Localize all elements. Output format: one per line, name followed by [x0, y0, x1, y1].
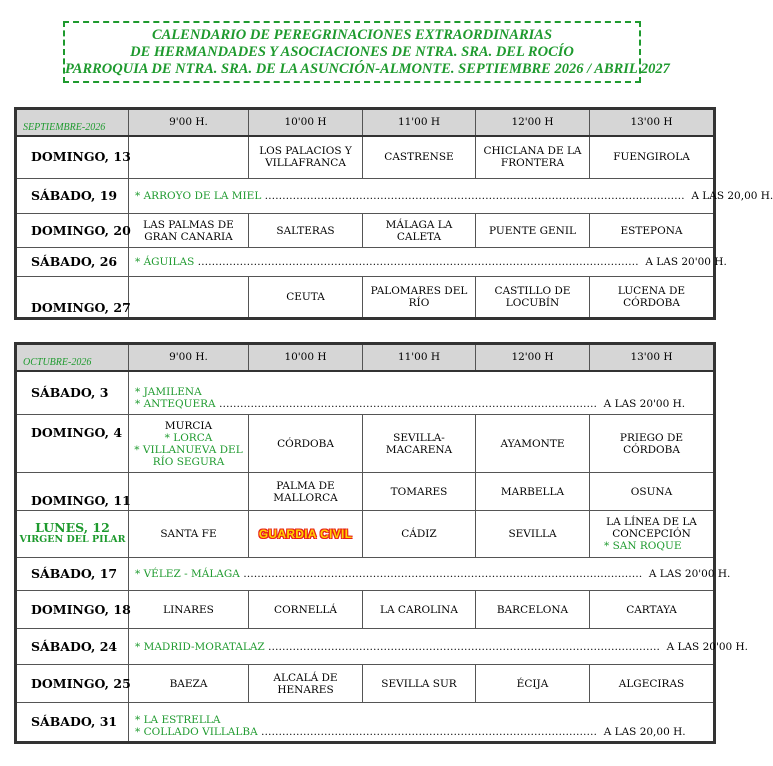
day-label — [16, 511, 129, 558]
day-label: SÁBADO, 26 — [16, 248, 129, 277]
cell-line: * SAN ROQUE — [604, 540, 682, 552]
evening-name: * JAMILENA — [135, 386, 202, 398]
september-table — [14, 107, 773, 320]
evening-cell: * ÁGUILAS ……………………………………………………………………………………………………………… A LAS 20'00 H. — [129, 248, 715, 277]
evening-cell: * ARROYO DE LA MIEL ………………………………………………………………………………………………………… A LAS 20,00 H. — [129, 179, 715, 214]
cell — [129, 473, 249, 511]
evening-name: * LA ESTRELLA — [135, 714, 221, 726]
cell: CASTRENSE — [363, 136, 476, 179]
cell: PALMA DE MALLORCA — [249, 473, 363, 511]
cell: LINARES — [129, 591, 249, 629]
cell: MÁLAGA LA CALETA — [363, 214, 476, 248]
cell: CHICLANA DE LA FRONTERA — [476, 136, 590, 179]
evening-name: * ARROYO DE LA MIEL — [135, 190, 262, 202]
cell: ALGECIRAS — [590, 665, 715, 703]
evening-time: A LAS 20'00 H. — [666, 640, 749, 653]
cell: OSUNA — [590, 473, 715, 511]
day-label: DOMINGO, 11 — [16, 473, 129, 511]
cell: BAEZA — [129, 665, 249, 703]
cell: CORNELLÁ — [249, 591, 363, 629]
time-11: 11'00 H — [363, 344, 476, 371]
cell: TOMARES — [363, 473, 476, 511]
cell: FUENGIROLA — [590, 136, 715, 179]
evening-time: A LAS 20'00 H. — [645, 256, 727, 268]
cell: SEVILLA-MACARENA — [363, 415, 476, 473]
table-row — [16, 371, 715, 415]
table-row — [16, 179, 715, 214]
title-line-3: PARROQUIA DE NTRA. SRA. DE LA ASUNCIÓN-ALMONTE. SEPTIEMBRE 2026 / ABRIL 2027 — [65, 61, 670, 77]
table-row — [16, 665, 715, 703]
table-row — [16, 136, 715, 179]
header-row — [16, 109, 715, 136]
cell: SALTERAS — [249, 214, 363, 248]
evening-time: A LAS 20'00 H. — [603, 398, 686, 410]
time-13: 13'00 H — [590, 109, 715, 136]
cell: LUCENA DE CÓRDOBA — [590, 277, 715, 319]
month-label: SEPTIEMBRE-2026 — [16, 109, 129, 136]
day-label: DOMINGO, 4 — [16, 415, 129, 473]
day-label-line: LUNES, 12 — [35, 520, 110, 535]
day-label-sub: VIRGEN DEL PILAR — [19, 534, 126, 545]
cell: AYAMONTE — [476, 415, 590, 473]
time-10: 10'00 H — [249, 344, 363, 371]
day-label: SÁBADO, 3 — [16, 371, 129, 415]
table-row — [16, 415, 715, 473]
cell: ESTEPONA — [590, 214, 715, 248]
evening-cell: * JAMILENA * ANTEQUERA ……………………………………………………………………………………………… A LAS 20'00 H. — [129, 371, 715, 415]
cell: ALCALÁ DE HENARES — [249, 665, 363, 703]
cell: PALOMARES DEL RÍO — [363, 277, 476, 319]
header-row — [16, 344, 715, 371]
table-row — [16, 591, 715, 629]
evening-cell: * LA ESTRELLA * COLLADO VILLALBA …………………………………………………………………………………… A LAS 20,00 H. — [129, 703, 715, 743]
title-line-2: DE HERMANDADES Y ASOCIACIONES DE NTRA. SRA. DEL ROCÍO — [130, 44, 574, 60]
cell: MARBELLA — [476, 473, 590, 511]
cell — [129, 136, 249, 179]
cell — [129, 415, 249, 473]
time-13: 13'00 H — [590, 344, 715, 371]
day-label: SÁBADO, 31 — [16, 703, 129, 743]
cell: SANTA FE — [129, 511, 249, 558]
cell — [129, 277, 249, 319]
cell: BARCELONA — [476, 591, 590, 629]
evening-cell: * MADRID-MORATALAZ …………………………………………………………………………………………………. A LAS 20'00 H. — [129, 629, 715, 665]
evening-time: A LAS 20,00 H. — [603, 726, 686, 738]
table-row — [16, 629, 715, 665]
cell: CARTAYA — [590, 591, 715, 629]
table-row — [16, 511, 715, 558]
cell: ÉCIJA — [476, 665, 590, 703]
cell — [590, 511, 715, 558]
time-9: 9'00 H. — [129, 109, 249, 136]
october-table — [14, 342, 749, 744]
guardia-civil-label: GUARDIA CIVIL — [258, 526, 353, 541]
cell: LA CAROLINA — [363, 591, 476, 629]
time-9: 9'00 H. — [129, 344, 249, 371]
cell — [249, 511, 363, 558]
month-label: OCTUBRE-2026 — [16, 344, 129, 371]
evening-name: * VÉLEZ - MÁLAGA — [135, 568, 240, 580]
evening-time: A LAS 20,00 H. — [691, 190, 773, 202]
day-label: SÁBADO, 17 — [16, 558, 129, 591]
day-label: DOMINGO, 25 — [16, 665, 129, 703]
evening-time: A LAS 20'00 H. — [648, 568, 731, 580]
table-row — [16, 277, 715, 319]
cell: CEUTA — [249, 277, 363, 319]
cell: PUENTE GENIL — [476, 214, 590, 248]
table-row — [16, 248, 715, 277]
day-label: SÁBADO, 24 — [16, 629, 129, 665]
cell-line: MURCIA — [164, 419, 213, 432]
evening-name: * MADRID-MORATALAZ — [135, 640, 265, 653]
table-row — [16, 473, 715, 511]
evening-name: * COLLADO VILLALBA — [135, 726, 258, 738]
time-10: 10'00 H — [249, 109, 363, 136]
cell-line: * VILLANUEVA DEL RÍO SEGURA — [134, 443, 243, 468]
table-row — [16, 703, 715, 743]
cell: CÁDIZ — [363, 511, 476, 558]
cell: SEVILLA SUR — [363, 665, 476, 703]
cell: LAS PALMAS DE GRAN CANARIA — [129, 214, 249, 248]
cell: LOS PALACIOS Y VILLAFRANCA — [249, 136, 363, 179]
day-label: DOMINGO, 13 — [16, 136, 129, 179]
day-label: DOMINGO, 20 — [16, 214, 129, 248]
cell-line: LA LÍNEA DE LA CONCEPCIÓN — [606, 516, 697, 540]
cell-line: * LORCA — [164, 431, 213, 444]
evening-cell: * VÉLEZ - MÁLAGA …………………………………………………………………………………………………… A LAS 20'00 H. — [129, 558, 715, 591]
table-row — [16, 214, 715, 248]
cell: CASTILLO DE LOCUBÍN — [476, 277, 590, 319]
time-12: 12'00 H — [476, 344, 590, 371]
day-label: DOMINGO, 18 — [16, 591, 129, 629]
evening-name: * ANTEQUERA — [135, 398, 216, 410]
day-label: SÁBADO, 19 — [16, 179, 129, 214]
cell: SEVILLA — [476, 511, 590, 558]
title-box — [63, 21, 670, 83]
time-12: 12'00 H — [476, 109, 590, 136]
cell: CÓRDOBA — [249, 415, 363, 473]
evening-name: * ÁGUILAS — [135, 256, 195, 268]
title-line-1: CALENDARIO DE PEREGRINACIONES EXTRAORDINARIAS — [151, 27, 553, 43]
table-row — [16, 558, 715, 591]
day-label: DOMINGO, 27 — [16, 277, 129, 319]
cell: PRIEGO DE CÓRDOBA — [590, 415, 715, 473]
time-11: 11'00 H — [363, 109, 476, 136]
